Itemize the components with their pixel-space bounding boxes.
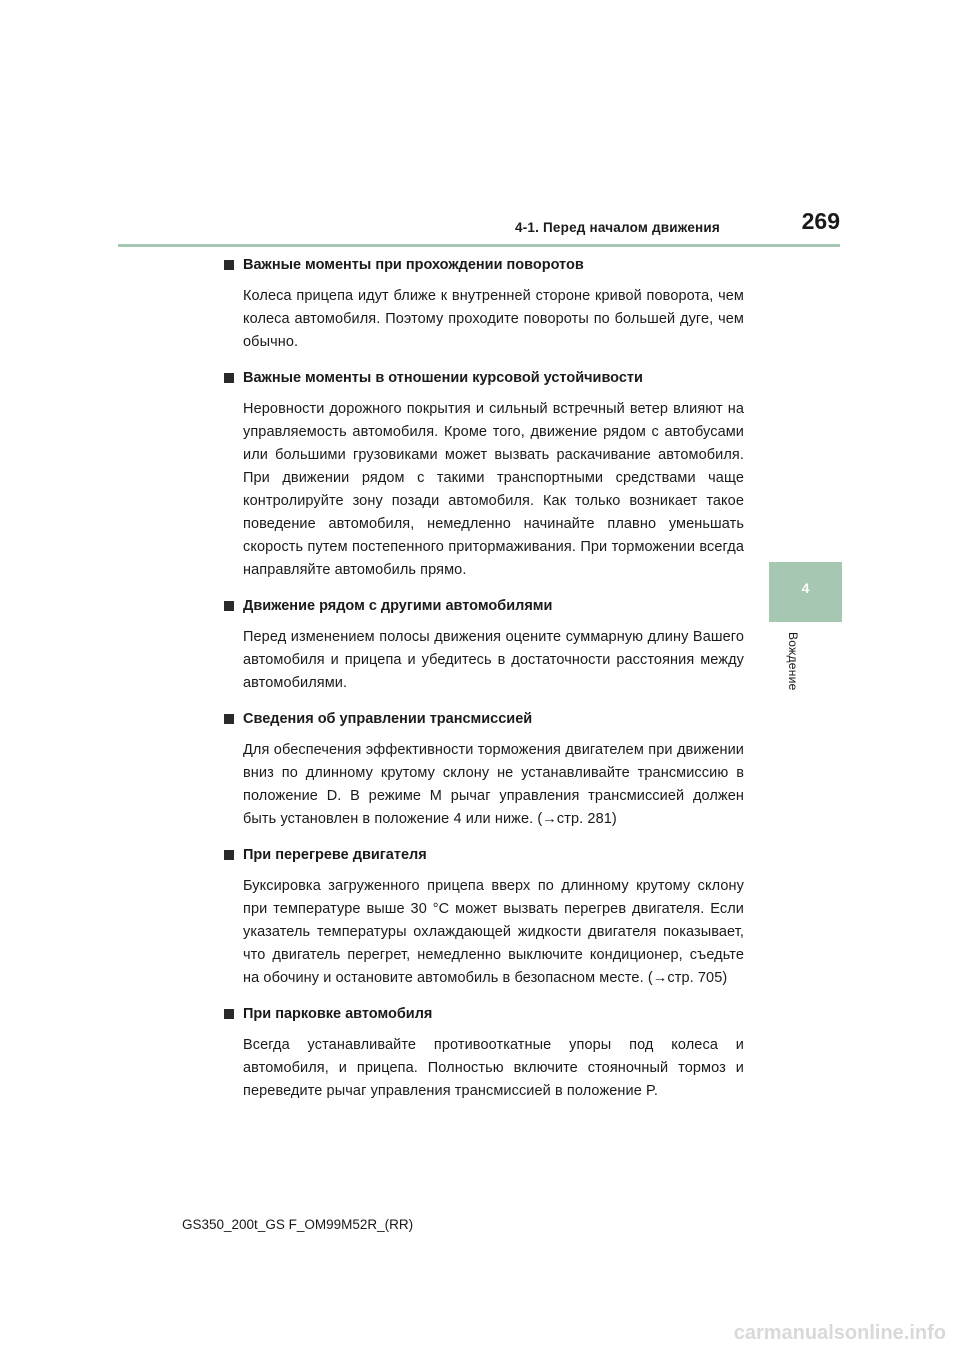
chapter-label: Вождение (786, 632, 800, 691)
section-heading-text: Важные моменты в отношении курсовой устойчивости (243, 370, 643, 386)
section-heading (224, 594, 744, 618)
section-heading-text: Сведения об управлении трансмиссией (243, 711, 533, 727)
document-code: GS350_200t_GS F_OM99M52R_(RR) (182, 1217, 414, 1232)
section-heading (224, 1002, 744, 1026)
section-heading-text: При парковке автомобиля (243, 1006, 433, 1022)
section-paragraph: Для обеспечения эффективности торможения двигателем при движении вниз по длинному крутому склону не устанавливайте трансмиссию в положение D. В режиме M рычаг управления трансмиссией должен быть установлен в положение 4 или ниже. (→стр. 281) (243, 742, 744, 827)
page-number: 269 (801, 208, 840, 234)
chapter-number: 4 (801, 580, 810, 596)
square-bullet-icon (224, 714, 234, 724)
square-bullet-icon (224, 260, 234, 270)
section-paragraph: Колеса прицепа идут ближе к внутренней стороне кривой поворота, чем колеса автомобиля. Поэтому проходите повороты по большей дуге, чем обычно. (243, 288, 744, 350)
section-heading-text: Важные моменты при прохождении поворотов (243, 257, 584, 273)
square-bullet-icon (224, 601, 234, 611)
section-heading (224, 253, 744, 277)
section-parking (224, 1002, 744, 1103)
chapter-tab (769, 562, 842, 622)
section-transmission (224, 707, 744, 831)
section-heading (224, 843, 744, 867)
header-divider (118, 244, 840, 247)
section-turns (224, 253, 744, 354)
square-bullet-icon (224, 1009, 234, 1019)
page-header (118, 210, 840, 246)
section-paragraph: Неровности дорожного покрытия и сильный встречный ветер влияют на управляемость автомобиля. Кроме того, движение рядом с автобусами или большими грузовиками может вызвать раскачивание автомобиля. При движении рядом с такими транспортными средствами чаще контролируйте зону позади автомобиля. Как только возникает такое поведение автомобиля, немедленно начинайте плавно уменьшать скорость путем постепенного притормаживания. При торможении всегда направляйте автомобиль прямо. (243, 401, 744, 578)
section-paragraph: Буксировка загруженного прицепа вверх по длинному крутому склону при температуре выше 30 °C может вызвать перегрев двигателя. Если указатель температуры охлаждающей жидкости двигателя показывает, что двигатель перегрет, немедленно выключите кондиционер, съедьте на обочину и остановите автомобиль в безопасном месте. (→стр. 705) (243, 878, 744, 986)
square-bullet-icon (224, 850, 234, 860)
section-stability (224, 366, 744, 582)
section-paragraph: Всегда устанавливайте противооткатные упоры под колеса и автомобиля, и прицепа. Полностью включите стояночный тормоз и переведите рычаг управления трансмиссией в положение P. (243, 1037, 744, 1099)
section-heading-text: Движение рядом с другими автомобилями (243, 598, 553, 614)
section-paragraph: Перед изменением полосы движения оцените суммарную длину Вашего автомобиля и прицепа и убедитесь в достаточности расстояния между автомобилями. (243, 629, 744, 691)
section-title: 4-1. Перед началом движения (515, 220, 720, 235)
watermark: carmanualsonline.info (733, 1322, 946, 1344)
section-overheating (224, 843, 744, 990)
section-heading-text: При перегреве двигателя (243, 847, 427, 863)
square-bullet-icon (224, 373, 234, 383)
section-other-vehicles (224, 594, 744, 695)
page-content (224, 253, 744, 1115)
section-heading (224, 366, 744, 390)
section-heading (224, 707, 744, 731)
